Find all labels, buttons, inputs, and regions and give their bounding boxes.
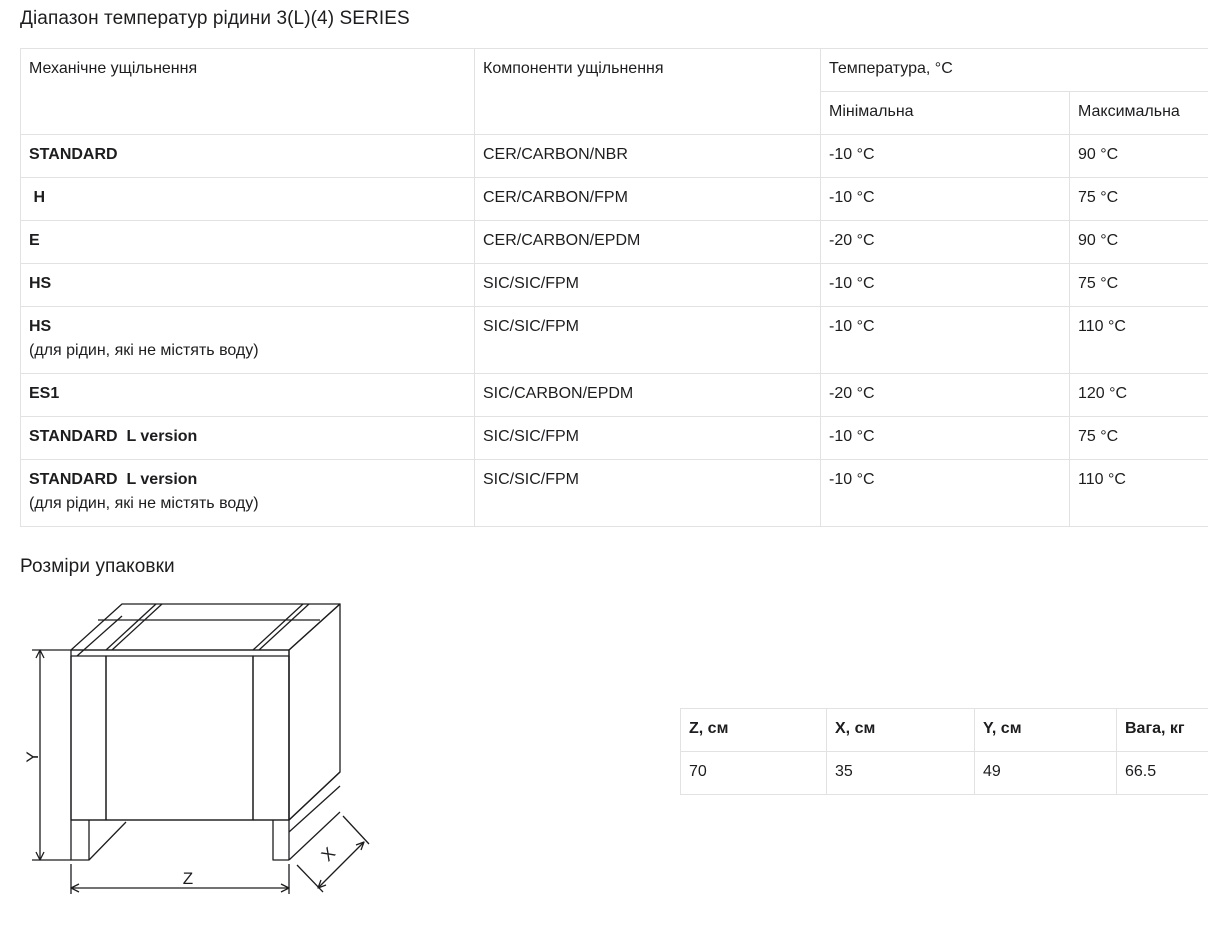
crate-side-skid-line [289,786,340,832]
crate-side-face [289,604,340,820]
max-cell: 75 °C [1070,417,1208,460]
dimension-y-label: Y [23,751,42,763]
seal-name: ES1 [29,385,60,402]
min-cell: -10 °C [821,178,1070,221]
min-cell: -10 °C [821,460,1070,527]
seal-note: (для рідин, які не містять воду) [29,495,259,512]
table-row [21,264,1208,307]
table-row [681,752,1208,795]
packaging-section-title: Розміри упаковки [20,556,175,577]
max-cell: 110 °C [1070,307,1208,374]
crate-top-face [71,604,340,650]
right-foot [273,820,289,860]
components-cell: SIC/CARBON/EPDM [475,374,821,417]
header-components: Компоненти ущільнення [475,49,821,135]
dimension-x-label: X [317,843,340,866]
value-y: 49 [975,752,1117,795]
seal-name: STANDARD [29,146,118,163]
header-min: Мінімальна [821,92,1070,135]
crate-front-face [71,650,289,820]
components-cell: SIC/SIC/FPM [475,264,821,307]
min-cell: -10 °C [821,264,1070,307]
seal-cell [21,221,475,264]
left-foot [71,820,89,860]
seal-note: (для рідин, які не містять воду) [29,342,259,359]
seal-cell [21,417,475,460]
header-y: Y, см [975,709,1117,752]
seal-name: STANDARD L version [29,428,198,445]
seal-cell [21,374,475,417]
table-row [21,307,1208,374]
table-header-row [681,709,1208,752]
front-panel [106,656,253,820]
seal-cell [21,135,475,178]
value-x: 35 [827,752,975,795]
components-cell: CER/CARBON/FPM [475,178,821,221]
package-dimensions-table [680,708,1208,795]
header-max: Максимальна [1070,92,1208,135]
min-cell: -20 °C [821,221,1070,264]
table-row [21,460,1208,527]
table-row [21,374,1208,417]
components-cell: SIC/SIC/FPM [475,307,821,374]
table-header-row [21,49,1208,92]
max-cell: 75 °C [1070,264,1208,307]
max-cell: 90 °C [1070,221,1208,264]
seal-cell [21,264,475,307]
dimension-z-label: Z [182,869,194,888]
header-x: X, см [827,709,975,752]
value-weight: 66.5 [1117,752,1208,795]
temperature-section-title: Діапазон температур рідини 3(L)(4) SERIES [20,8,410,29]
min-cell: -10 °C [821,307,1070,374]
components-cell: SIC/SIC/FPM [475,460,821,527]
components-cell: CER/CARBON/EPDM [475,221,821,264]
max-cell: 75 °C [1070,178,1208,221]
table-row [21,221,1208,264]
seal-name: HS [29,275,52,292]
min-cell: -10 °C [821,417,1070,460]
front-left-strap [71,656,106,820]
value-z: 70 [681,752,827,795]
header-temperature: Температура, °C [821,49,1208,92]
seal-cell [21,307,475,374]
components-cell: CER/CARBON/NBR [475,135,821,178]
front-right-strap [253,656,289,820]
header-weight: Вага, кг [1117,709,1208,752]
seal-name: STANDARD L version [29,471,198,488]
seal-name: E [29,232,40,249]
max-cell: 90 °C [1070,135,1208,178]
seal-cell [21,178,475,221]
min-cell: -20 °C [821,374,1070,417]
table-row [21,135,1208,178]
seal-name: H [29,189,45,206]
min-cell: -10 °C [821,135,1070,178]
temperature-table [20,48,1208,527]
max-cell: 110 °C [1070,460,1208,527]
table-row [21,417,1208,460]
table-row [21,178,1208,221]
package-dimensions-diagram [10,592,380,902]
header-seal: Механічне ущільнення [21,49,475,135]
max-cell: 120 °C [1070,374,1208,417]
components-cell: SIC/SIC/FPM [475,417,821,460]
header-z: Z, см [681,709,827,752]
seal-cell [21,460,475,527]
seal-name: HS [29,318,52,335]
